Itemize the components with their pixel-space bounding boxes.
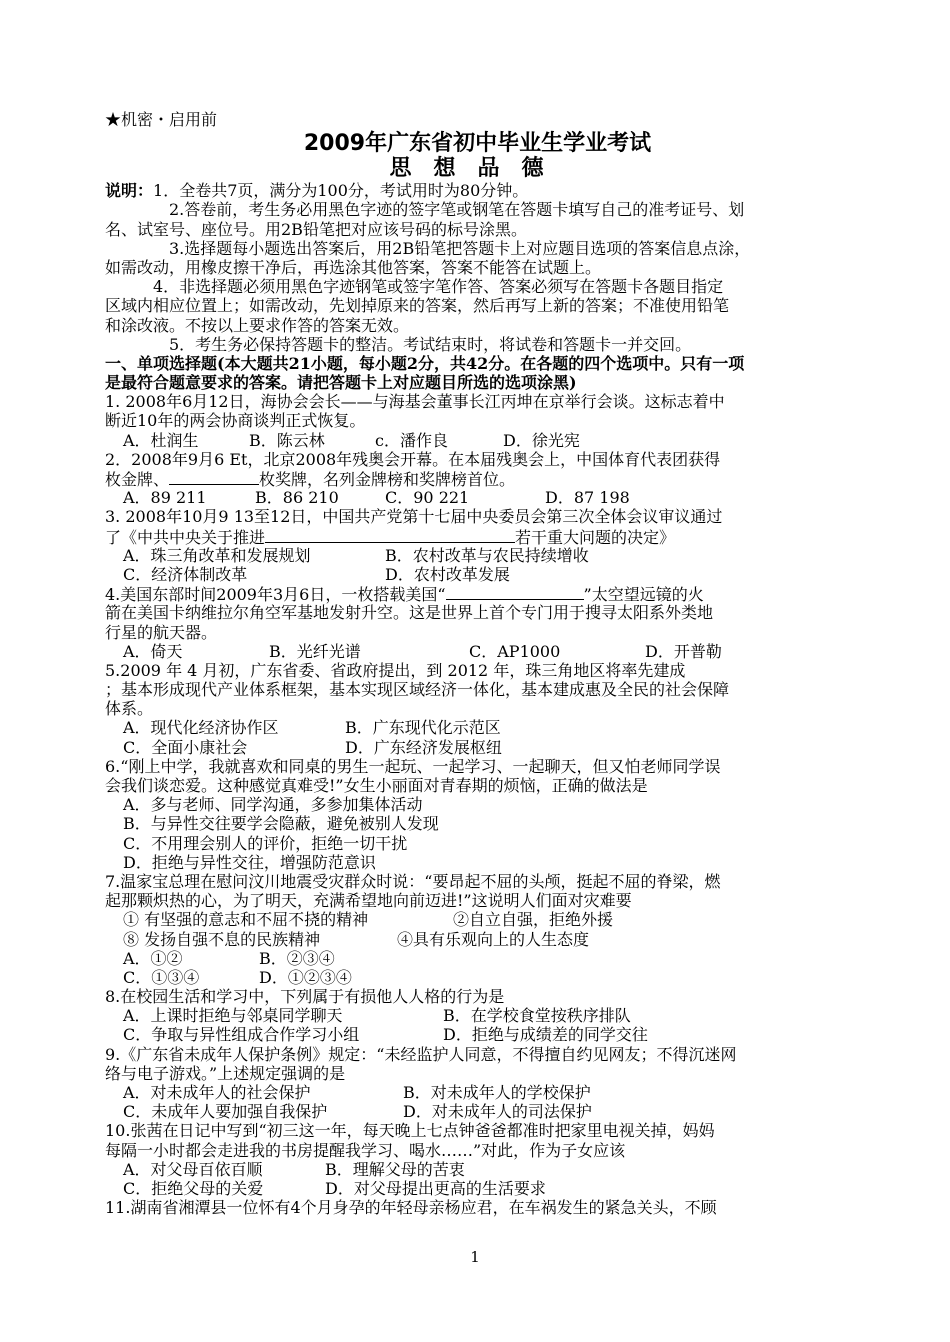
instruction-line: 3.选择题每小题选出答案后，用2B铅笔把答题卡上对应题目选项的答案信息点涂， <box>169 238 751 258</box>
option-b: B．在学校食堂按秩序排队 <box>443 1006 631 1026</box>
question-text: 1. 2008年6月12日，海协会会长——与海基会董事长江丙坤在京举行会谈。这标志着中 <box>105 392 725 412</box>
section-heading <box>105 354 850 392</box>
question-text: 会我们谈恋爱。这种感觉真难受!”女生小丽面对青春期的烦恼，正确的做法是 <box>105 776 648 795</box>
question-4 <box>105 584 850 661</box>
option-c: C．不用理会别人的评价，拒绝一切干扰 <box>123 833 408 853</box>
option-d: D．徐光宪 <box>503 430 580 450</box>
question-text: 枚奖牌，名列金牌榜和奖牌榜首位。 <box>259 470 516 489</box>
instruction-line: 5．考生务必保持答题卡的整洁。考试结束时，将试卷和答题卡一并交回。 <box>169 334 692 354</box>
option-c: C．全面小康社会 <box>123 737 248 757</box>
section-heading-line: 一、单项选择题(本大题共21小题，每小题2分，共42分。在各题的四个选项中。只有一项 <box>105 353 745 373</box>
question-1 <box>105 392 850 450</box>
option-d: D．对父母提出更高的生活要求 <box>325 1178 546 1198</box>
confidential-mark: ★机密・启用前 <box>105 110 218 129</box>
question-11 <box>105 1198 850 1217</box>
option-b: B．广东现代化示范区 <box>345 718 501 738</box>
option-b: B．86 210 <box>255 488 339 508</box>
option-c: C．经济体制改革 <box>123 564 248 584</box>
instruction-line: 4．非选择题必须用黑色字迹钢笔或签字笔作答、答案必须写在答题卡各题目指定 <box>153 277 724 297</box>
statement-2: ②自立自强，拒绝外援 <box>453 910 614 930</box>
question-text: 起那颗炽热的心，为了明天，充满希望地向前迈进!”这说明人们面对灾难要 <box>105 891 632 911</box>
question-text: 9.《广东省未成年人保护条例》规定：“未经监护人同意，不得擅自约见网友；不得沉迷网 <box>105 1044 737 1064</box>
option-d: D．农村改革发展 <box>385 564 510 584</box>
option-c: C．争取与异性组成合作学习小组 <box>123 1025 360 1045</box>
question-text: 了《中共中央关于推进 <box>105 527 266 547</box>
question-3 <box>105 507 850 584</box>
question-text: 2．2008年9月6 Et，北京2008年残奥会开幕。在本届残奥会上，中国体育代表团获得 <box>105 449 721 469</box>
instructions <box>105 181 850 354</box>
question-text: 10.张茜在日记中写到“初三这一年，每天晚上七点钟爸爸都准时把家里电视关掉，妈妈 <box>105 1121 715 1141</box>
statement-4: ④具有乐观向上的人生态度 <box>397 929 590 949</box>
option-d: D．拒绝与成绩差的同学交往 <box>443 1025 648 1045</box>
option-d: D．①②③④ <box>259 967 352 987</box>
option-a: A．89 211 <box>123 488 207 508</box>
question-text: 若干重大问题的决定》 <box>515 527 676 547</box>
option-d: D．拒绝与异性交往，增强防范意识 <box>123 852 376 872</box>
instruction-line: 1．全卷共7页，满分为100分，考试用时为80分钟。 <box>153 181 529 201</box>
option-d: D．对未成年人的司法保护 <box>403 1102 592 1122</box>
option-b: B．②③④ <box>259 948 335 968</box>
option-a: A．①② <box>123 948 183 968</box>
question-text: 络与电子游戏。”上述规定强调的是 <box>105 1063 346 1083</box>
section-heading-line: 是最符合题意要求的答案。请把答题卡上对应题目所选的选项涂黑) <box>105 373 577 393</box>
statement-3: ⑧ 发扬自强不息的民族精神 <box>123 929 321 949</box>
question-text: 每隔一小时都会走进我的书房提醒我学习、喝水……”对此，作为子女应该 <box>105 1140 626 1160</box>
answer-blank <box>265 527 515 543</box>
exam-title: 2009年广东省初中毕业生学业考试 <box>303 131 652 157</box>
question-2 <box>105 450 850 508</box>
option-a: A．倚天 <box>123 641 183 661</box>
option-c: C．AP1000 <box>469 641 561 661</box>
question-6 <box>105 757 850 872</box>
question-text: 5.2009 年 4 月初，广东省委、省政府提出，到 2012 年，珠三角地区将率先建成 <box>105 660 686 680</box>
question-text: 体系。 <box>105 699 154 719</box>
question-text: 枚金牌、 <box>105 470 170 489</box>
question-text: 8.在校园生活和学习中，下列属于有损他人人格的行为是 <box>105 987 505 1007</box>
instruction-line: 区域内相应位置上；如需改动，先划掉原来的答案，然后再写上新的答案；不准使用铅笔 <box>105 296 730 316</box>
option-a: A．对未成年人的社会保护 <box>123 1083 311 1102</box>
question-text: 箭在美国卡纳维拉尔角空军基地发射升空。这是世界上首个专门用于搜寻太阳系外类地 <box>105 603 714 623</box>
option-b: B．理解父母的苦衷 <box>325 1159 465 1179</box>
question-7 <box>105 872 850 987</box>
option-c: C．未成年人要加强自我保护 <box>123 1102 328 1122</box>
question-9 <box>105 1045 850 1122</box>
option-b: B．农村改革与农民持续增收 <box>385 545 589 565</box>
option-b: B．与异性交往要学会隐蔽，避免被别人发现 <box>123 814 439 834</box>
option-b: B．陈云林 <box>249 430 325 450</box>
answer-blank <box>169 469 259 485</box>
statement-1: ① 有坚强的意志和不屈不挠的精神 <box>123 910 369 930</box>
answer-blank <box>446 584 584 600</box>
question-text: ；基本形成现代产业体系框架，基本实现区域经济一体化，基本建成惠及全民的社会保障 <box>105 680 730 700</box>
question-text: 11.湖南省湘潭县一位怀有4个月身孕的年轻母亲杨应君，在车祸发生的紧急关头，不顾 <box>105 1198 717 1218</box>
option-b: B．对未成年人的学校保护 <box>403 1083 591 1102</box>
option-d: D．广东经济发展枢纽 <box>345 737 502 757</box>
question-text: 断近10年的两会协商谈判正式恢复。 <box>105 411 366 431</box>
option-a: A．多与老师、同学沟通，多参加集体活动 <box>123 795 423 815</box>
question-10 <box>105 1121 850 1198</box>
option-a: A．现代化经济协作区 <box>123 718 279 738</box>
question-text: ”太空望远镜的火 <box>583 585 704 605</box>
instruction-line: 名、试室号、座位号。用2B铅笔把对应该号码的标号涂黑。 <box>105 219 527 239</box>
instruction-line: 和涂改液。不按以上要求作答的答案无效。 <box>105 315 410 335</box>
question-text: 3. 2008年10月9 13至12日，中国共产党第十七届中央委员会第三次全体会议审议通过 <box>105 507 723 527</box>
page-number: 1 <box>470 1248 480 1266</box>
question-text: 7.温家宝总理在慰问汶川地震受灾群众时说：“要昂起不屈的头颅，挺起不屈的脊梁，燃 <box>105 871 721 891</box>
question-text: 6.“刚上中学，我就喜欢和同桌的男生一起玩、一起学习、一起聊天，但又怕老师同学误 <box>105 756 721 776</box>
instruction-line: 如需改动，用橡皮擦干净后，再选涂其他答案，答案不能答在试题上。 <box>105 257 602 277</box>
option-c: C．90 221 <box>385 488 470 508</box>
option-d: D．87 198 <box>545 488 630 508</box>
question-text: 行星的航天器。 <box>105 622 218 642</box>
question-text: 4.美国东部时间2009年3月6日，一枚搭载美国“ <box>105 585 446 605</box>
subject-title: 思想品德 <box>389 156 566 182</box>
option-a: A．珠三角改革和发展规划 <box>123 545 311 565</box>
option-d: D．开普勒 <box>645 641 722 661</box>
question-5 <box>105 661 850 757</box>
instructions-label: 说明： <box>105 181 154 201</box>
question-8 <box>105 987 850 1045</box>
option-a: A．杜润生 <box>123 430 199 450</box>
option-a: A．对父母百依百顺 <box>123 1159 263 1179</box>
option-c: c．潘作良 <box>375 430 448 450</box>
option-a: A．上课时拒绝与邻桌同学聊天 <box>123 1006 343 1026</box>
instruction-line: 2.答卷前，考生务必用黑色字迹的签字笔或钢笔在答题卡填写自己的准考证号、划 <box>169 200 745 220</box>
option-c: C．①③④ <box>123 967 200 987</box>
option-c: C．拒绝父母的关爱 <box>123 1178 264 1198</box>
option-b: B．光纤光谱 <box>269 641 361 661</box>
exam-page <box>105 110 850 1217</box>
